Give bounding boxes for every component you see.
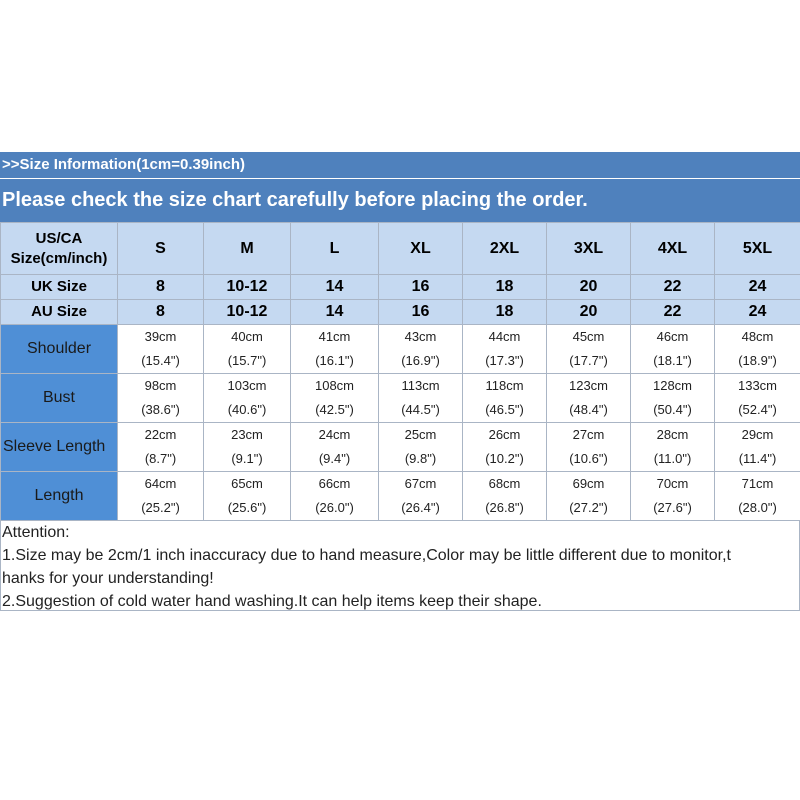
measurement-cm: 25cm	[404, 427, 437, 442]
size-row	[1, 300, 800, 325]
measurement-inch: (27.2")	[569, 500, 608, 515]
measurement-cell	[118, 374, 204, 423]
size-value-cell: XL	[379, 223, 463, 275]
measurement-cm: 108cm	[314, 378, 355, 393]
measurement-cell	[631, 325, 715, 374]
measurement-cell	[118, 472, 204, 521]
measurement-cm: 71cm	[741, 476, 774, 491]
size-value-cell: 10-12	[204, 300, 291, 325]
measurement-row	[1, 325, 800, 374]
measurement-cm: 24cm	[318, 427, 351, 442]
measurement-inch: (50.4")	[653, 402, 692, 417]
measurement-cell	[291, 325, 379, 374]
size-table	[0, 222, 800, 521]
size-row-label	[1, 223, 118, 275]
measurement-cell	[379, 325, 463, 374]
measurement-inch: (46.5")	[485, 402, 524, 417]
size-value-cell: 22	[631, 300, 715, 325]
measurement-cm: 64cm	[144, 476, 177, 491]
measurement-cell	[631, 472, 715, 521]
measurement-cm: 66cm	[318, 476, 351, 491]
size-row-label-line1: UK Size	[31, 278, 87, 295]
measurement-cell	[291, 423, 379, 472]
measurement-cm: 128cm	[652, 378, 693, 393]
measurement-label: Bust	[1, 374, 118, 423]
measurement-cell	[204, 325, 291, 374]
measurement-cell	[463, 423, 547, 472]
measurement-cell	[379, 423, 463, 472]
measurement-inch: (44.5")	[401, 402, 440, 417]
measurement-cell	[631, 374, 715, 423]
measurement-cell	[547, 325, 631, 374]
size-value-cell: 14	[291, 275, 379, 300]
size-value-cell: 20	[547, 300, 631, 325]
measurement-inch: (9.1")	[231, 451, 263, 466]
size-value-cell: 18	[463, 275, 547, 300]
measurement-cell	[547, 472, 631, 521]
measurement-cell	[715, 472, 800, 521]
size-value-cell: 16	[379, 275, 463, 300]
attention-notes	[0, 521, 800, 611]
size-value-cell: 10-12	[204, 275, 291, 300]
measurement-cell	[291, 374, 379, 423]
measurement-cm: 46cm	[656, 329, 689, 344]
size-value-cell: 8	[118, 275, 204, 300]
measurement-inch: (25.2")	[141, 500, 180, 515]
measurement-inch: (17.3")	[485, 353, 524, 368]
measurement-cm: 67cm	[404, 476, 437, 491]
measurement-inch: (8.7")	[144, 451, 177, 466]
measurement-inch: (26.0")	[315, 500, 354, 515]
size-value-cell: 5XL	[715, 223, 800, 275]
size-value-cell: 16	[379, 300, 463, 325]
notes-line-1-continued: hanks for your understanding!	[2, 570, 214, 587]
measurement-cm: 26cm	[488, 427, 521, 442]
measurement-inch: (9.8")	[404, 451, 437, 466]
measurement-cm: 118cm	[485, 378, 524, 393]
measurement-inch: (26.8")	[485, 500, 524, 515]
measurement-cm: 23cm	[231, 427, 263, 442]
measurement-cell	[204, 374, 291, 423]
measurement-cell	[715, 325, 800, 374]
measurement-cell	[204, 423, 291, 472]
measurement-row	[1, 374, 800, 423]
measurement-inch: (25.6")	[227, 500, 267, 515]
measurement-inch: (48.4")	[569, 402, 608, 417]
measurement-cell	[118, 325, 204, 374]
measurement-cm: 28cm	[656, 427, 689, 442]
order-notice-heading: Please check the size chart carefully before placing the order.	[0, 178, 800, 222]
measurement-cm: 133cm	[737, 378, 778, 393]
measurement-cell	[379, 374, 463, 423]
measurement-cell	[631, 423, 715, 472]
size-value-cell: L	[291, 223, 379, 275]
measurement-cm: 45cm	[572, 329, 605, 344]
size-value-cell: 14	[291, 300, 379, 325]
size-value-cell: 4XL	[631, 223, 715, 275]
notes-line-2: 2.Suggestion of cold water hand washing.It can help items keep their shape.	[2, 593, 542, 610]
measurement-inch: (26.4")	[401, 500, 440, 515]
measurement-inch: (17.7")	[569, 353, 608, 368]
size-value-cell: 8	[118, 300, 204, 325]
measurement-cm: 68cm	[488, 476, 521, 491]
measurement-inch: (15.4")	[141, 353, 180, 368]
measurement-inch: (15.7")	[227, 353, 267, 368]
size-row-label-line1: US/CA	[35, 229, 83, 247]
measurement-cm: 43cm	[404, 329, 437, 344]
measurement-inch: (52.4")	[738, 402, 777, 417]
measurement-inch: (18.1")	[653, 353, 692, 368]
measurement-cell	[547, 423, 631, 472]
measurement-cm: 98cm	[144, 378, 177, 393]
size-row-label	[1, 300, 118, 325]
size-row-label-line1: AU Size	[31, 303, 87, 320]
measurement-inch: (40.6")	[227, 402, 267, 417]
measurement-label: Sleeve Length	[1, 423, 118, 472]
size-value-cell: 3XL	[547, 223, 631, 275]
measurement-cm: 123cm	[568, 378, 609, 393]
measurement-inch: (10.2")	[485, 451, 524, 466]
measurement-inch: (11.4")	[738, 451, 777, 466]
measurement-row	[1, 472, 800, 521]
measurement-inch: (9.4")	[318, 451, 351, 466]
measurement-cm: 39cm	[144, 329, 177, 344]
measurement-cell	[118, 423, 204, 472]
size-value-cell: 24	[715, 275, 800, 300]
measurement-cm: 27cm	[572, 427, 605, 442]
size-row-label-line2: Size(cm/inch)	[10, 249, 108, 267]
notes-line-1: 1.Size may be 2cm/1 inch inaccuracy due to hand measure,Color may be little different due to monitor,t	[2, 547, 731, 564]
measurement-cm: 22cm	[144, 427, 177, 442]
size-row-label	[1, 275, 118, 300]
measurement-cm: 70cm	[656, 476, 689, 491]
measurement-inch: (11.0")	[653, 451, 692, 466]
measurement-cm: 41cm	[318, 329, 351, 344]
measurement-label: Shoulder	[1, 325, 118, 374]
measurement-inch: (18.9")	[738, 353, 777, 368]
measurement-inch: (27.6")	[653, 500, 692, 515]
notes-title: Attention:	[2, 524, 70, 541]
measurement-cm: 29cm	[741, 427, 774, 442]
measurement-cell	[463, 472, 547, 521]
measurement-cell	[291, 472, 379, 521]
measurement-inch: (42.5")	[315, 402, 354, 417]
size-value-cell: S	[118, 223, 204, 275]
measurement-inch: (10.6")	[569, 451, 608, 466]
size-chart	[0, 152, 800, 611]
measurement-cm: 103cm	[227, 378, 267, 393]
size-info-heading: >>Size Information(1cm=0.39inch)	[0, 152, 800, 178]
measurement-cell	[547, 374, 631, 423]
measurement-cell	[204, 472, 291, 521]
size-value-cell: 2XL	[463, 223, 547, 275]
measurement-cm: 69cm	[572, 476, 605, 491]
measurement-cell	[715, 374, 800, 423]
measurement-inch: (38.6")	[141, 402, 180, 417]
measurement-cm: 65cm	[231, 476, 263, 491]
measurement-inch: (28.0")	[738, 500, 777, 515]
measurement-cm: 44cm	[488, 329, 521, 344]
measurement-cell	[715, 423, 800, 472]
measurement-cm: 48cm	[741, 329, 774, 344]
size-value-cell: 20	[547, 275, 631, 300]
measurement-inch: (16.9")	[401, 353, 440, 368]
measurement-cell	[379, 472, 463, 521]
size-row	[1, 275, 800, 300]
measurement-cm: 113cm	[401, 378, 440, 393]
size-row	[1, 223, 800, 275]
measurement-inch: (16.1")	[315, 353, 354, 368]
measurement-label: Length	[1, 472, 118, 521]
size-value-cell: 24	[715, 300, 800, 325]
measurement-cell	[463, 325, 547, 374]
measurement-row	[1, 423, 800, 472]
measurement-cm: 40cm	[231, 329, 263, 344]
size-value-cell: 22	[631, 275, 715, 300]
measurement-cell	[463, 374, 547, 423]
size-value-cell: M	[204, 223, 291, 275]
size-value-cell: 18	[463, 300, 547, 325]
